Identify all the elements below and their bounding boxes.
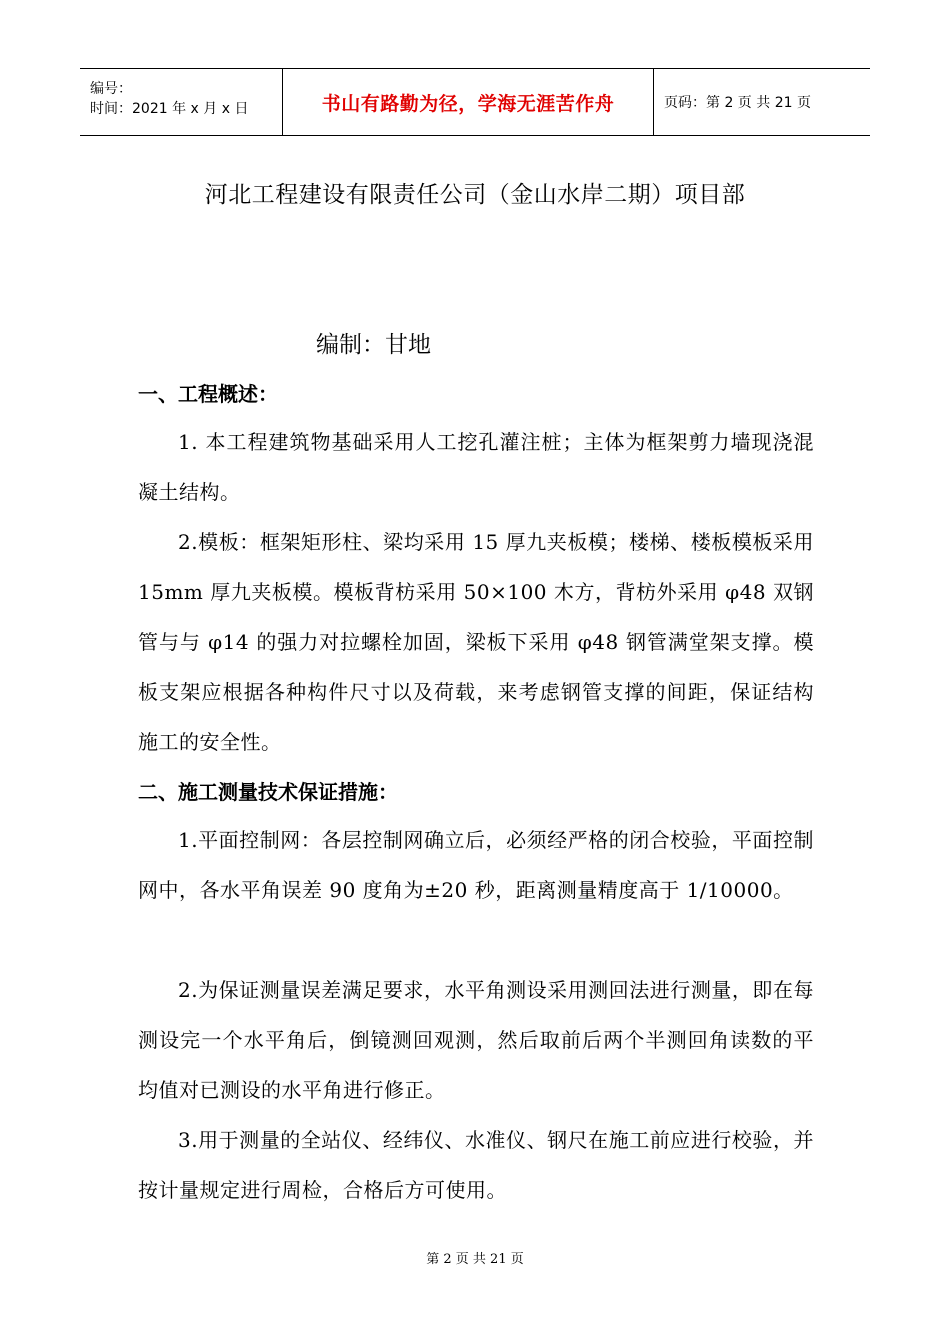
- page-footer: 第 2 页 共 21 页: [426, 1252, 524, 1267]
- project-title: 河北工程建设有限责任公司（金山水岸二期）项目部: [204, 182, 746, 208]
- section-1-heading: 一、工程概述：: [138, 382, 278, 406]
- section-1-paragraph-2: 2.模板：框架矩形柱、梁均采用 15 厚九夹板模；楼梯、楼板模板采用 15mm 厚九夹板模。模板背枋采用 50×100 木方，背枋外采用 φ48 双钢管与与 φ14 的强力对拉螺栓加固，梁板下采用 φ48 钢管满堂架支撑。模板支架应根据各种构件尺寸以及荷载，来考虑钢管支撑的间距，保证结构施工的安全性。: [138, 530, 814, 754]
- editor-line: 编制：甘地: [316, 332, 431, 358]
- section-1-paragraph-1: 1. 本工程建筑物基础采用人工挖孔灌注桩；主体为框架剪力墙现浇混凝土结构。: [138, 430, 814, 504]
- section-2-paragraph-2: 2.为保证测量误差满足要求，水平角测设采用测回法进行测量，即在每测设完一个水平角后，倒镜测回观测，然后取前后两个半测回角读数的平均值对已测设的水平角进行修正。: [138, 978, 814, 1102]
- time-label: 时间：2021 年 x 月 x 日: [90, 101, 249, 117]
- header-page-info: 页码：第 2 页 共 21 页: [664, 95, 811, 111]
- number-label: 编号：: [90, 81, 132, 97]
- page-header: [80, 68, 870, 136]
- section-2-paragraph-1: 1.平面控制网：各层控制网确立后，必须经严格的闭合校验，平面控制网中，各水平角误差 90 度角为±20 秒，距离测量精度高于 1/10000。: [138, 828, 814, 902]
- section-2-paragraph-3: 3.用于测量的全站仪、经纬仪、水准仪、钢尺在施工前应进行校验，并按计量规定进行周检，合格后方可使用。: [138, 1128, 814, 1202]
- header-motto: 书山有路勤为径，学海无涯苦作舟: [282, 69, 654, 135]
- header-left-cell: [80, 69, 282, 135]
- section-2-heading: 二、施工测量技术保证措施：: [138, 780, 398, 804]
